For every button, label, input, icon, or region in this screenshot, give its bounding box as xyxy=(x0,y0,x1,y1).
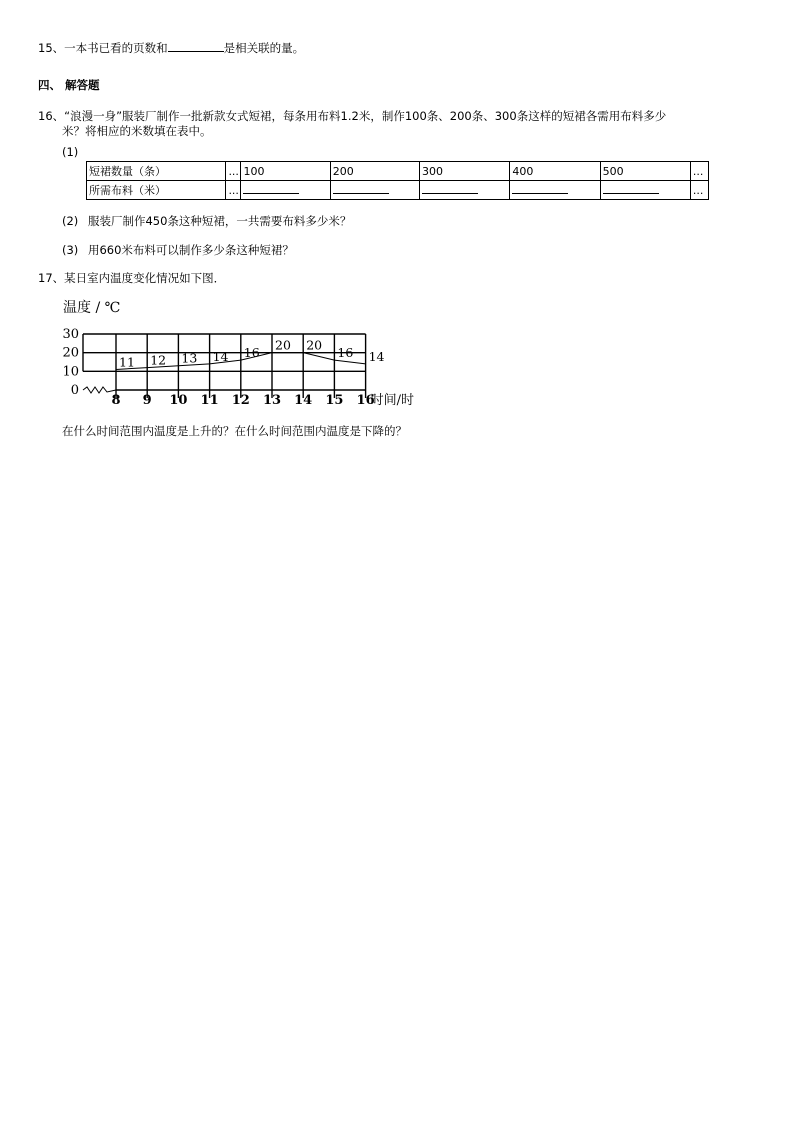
table-header-count: 短裙数量（条） xyxy=(87,162,226,181)
data-value-label: 20 xyxy=(306,337,323,353)
data-value-label: 12 xyxy=(150,352,167,368)
table-cell: ... xyxy=(226,162,241,181)
answer-blank[interactable] xyxy=(512,184,568,194)
data-value-label: 13 xyxy=(181,350,198,366)
q15-answer-blank[interactable] xyxy=(168,39,224,52)
chart-labels xyxy=(62,299,414,408)
q16-part1-label: (1) xyxy=(62,145,79,159)
q15-number: 15、 xyxy=(38,41,65,55)
q16-line2: 米？将相应的米数填在表中。 xyxy=(62,124,212,138)
q16-part2-text: 服装厂制作450条这种短裙，一共需要布料多少米？ xyxy=(87,214,352,228)
q16-part3 xyxy=(62,242,294,258)
x-tick-label: 11 xyxy=(200,393,219,408)
q17-line xyxy=(38,270,225,286)
q15 xyxy=(38,39,304,56)
table-answer-cell[interactable] xyxy=(330,181,419,200)
section-title: 四、 解答题 xyxy=(38,78,100,92)
y-tick-label: 10 xyxy=(62,364,79,380)
answer-blank[interactable] xyxy=(243,184,299,194)
answer-blank[interactable] xyxy=(603,184,659,194)
q16-line1 xyxy=(38,108,666,124)
data-value-label: 14 xyxy=(368,348,385,364)
q16-part3-text: 用660米布料可以制作多少条这种短裙？ xyxy=(87,243,294,257)
table-cell: 300 xyxy=(420,162,510,181)
x-tick-label: 8 xyxy=(111,393,121,408)
answer-blank[interactable] xyxy=(422,184,478,194)
q15-text-after: 是相关联的量。 xyxy=(223,41,305,55)
q17-text: 某日室内温度变化情况如下图． xyxy=(64,271,226,285)
table-cell: ... xyxy=(226,181,241,200)
q15-text-before: 一本书已看的页数和 xyxy=(64,41,168,55)
data-value-label: 14 xyxy=(212,348,229,364)
x-tick-label: 16 xyxy=(356,393,375,408)
x-tick-label: 14 xyxy=(294,393,313,408)
x-tick-label: 9 xyxy=(142,393,152,408)
q16-number: 16、 xyxy=(38,109,65,123)
table-cell: 400 xyxy=(510,162,600,181)
y-axis-title: 温度 / ℃ xyxy=(63,300,121,316)
answer-blank[interactable] xyxy=(333,184,389,194)
table-answer-cell[interactable] xyxy=(600,181,690,200)
table-answer-cell[interactable] xyxy=(420,181,510,200)
data-value-label: 11 xyxy=(119,354,135,370)
table-cell: 200 xyxy=(330,162,419,181)
table-cell: 100 xyxy=(241,162,330,181)
q16-table xyxy=(86,161,709,200)
x-tick-label: 13 xyxy=(262,393,282,408)
data-value-label: 16 xyxy=(337,345,354,361)
y-tick-label: 30 xyxy=(62,327,79,342)
q16-part2-label: (2) xyxy=(62,214,79,228)
x-tick-label: 12 xyxy=(231,393,250,408)
data-value-label: 20 xyxy=(275,337,291,353)
table-answer-cell[interactable] xyxy=(241,181,330,200)
x-tick-label: 15 xyxy=(325,393,344,408)
q16-part3-label: (3) xyxy=(62,243,79,257)
q16-part2 xyxy=(62,213,351,229)
y-tick-label: 0 xyxy=(70,383,79,398)
x-tick-label: 10 xyxy=(169,393,188,408)
data-value-label: 16 xyxy=(243,345,260,361)
temperature-chart xyxy=(55,294,455,414)
table-row xyxy=(87,162,709,181)
table-answer-cell[interactable] xyxy=(510,181,600,200)
q17-number: 17、 xyxy=(38,271,65,285)
table-cell: ... xyxy=(690,162,708,181)
q17-question: 在什么时间范围内温度是上升的？在什么时间范围内温度是下降的？ xyxy=(62,424,407,438)
table-row xyxy=(87,181,709,200)
q16-text-line1: “浪漫一身”服装厂制作一批新款女式短裙，每条用布料1.2米，制作100条、200条、300条这样的短裙各需用布料多少 xyxy=(64,109,667,123)
x-axis-title: 时间/时 xyxy=(370,393,414,408)
table-cell: ... xyxy=(690,181,708,200)
table-cell: 500 xyxy=(600,162,690,181)
table-header-fabric: 所需布料（米） xyxy=(87,181,226,200)
y-tick-label: 20 xyxy=(62,345,79,361)
